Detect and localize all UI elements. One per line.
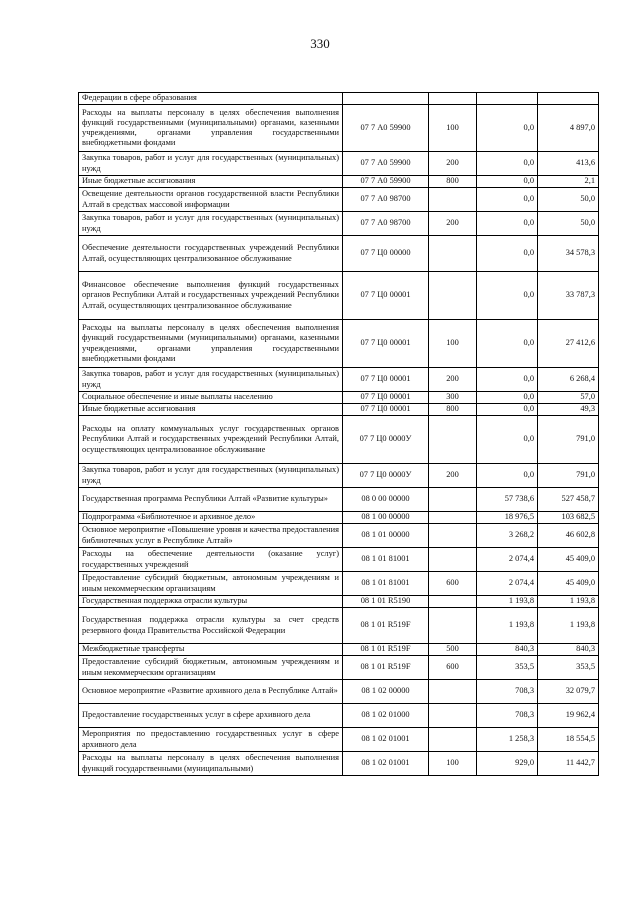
- row-name-cell: Предоставление государственных услуг в сфере архивного дела: [79, 704, 343, 728]
- row-amount-2-cell: 791,0: [538, 416, 599, 464]
- table-row: [79, 176, 599, 188]
- row-amount-1-cell: 353,5: [477, 656, 538, 680]
- row-code-cell: 07 7 Ц0 00001: [343, 392, 429, 404]
- row-code-cell: 07 7 А0 59900: [343, 176, 429, 188]
- row-code-cell: 08 1 01 81001: [343, 572, 429, 596]
- table-row: [79, 488, 599, 512]
- row-amount-2-cell: 50,0: [538, 188, 599, 212]
- row-code-cell: 08 1 00 00000: [343, 512, 429, 524]
- row-amount-1-cell: 0,0: [477, 152, 538, 176]
- row-amount-1-cell: 0,0: [477, 368, 538, 392]
- row-name-cell: Основное мероприятие «Повышение уровня и качества предоставления библиотечных услуг в Республике Алтай»: [79, 524, 343, 548]
- row-code-cell: 07 7 А0 59900: [343, 105, 429, 152]
- row-amount-2-cell: 45 409,0: [538, 548, 599, 572]
- row-code-cell: 07 7 Ц0 00000: [343, 236, 429, 272]
- row-name-cell: Расходы на обеспечение деятельности (оказание услуг) государственных учреждений: [79, 548, 343, 572]
- table-row: [79, 464, 599, 488]
- table-row: [79, 644, 599, 656]
- row-code-cell: 08 1 01 00000: [343, 524, 429, 548]
- row-amount-1-cell: [477, 93, 538, 105]
- row-expense-type-cell: [429, 704, 477, 728]
- row-amount-2-cell: 46 602,8: [538, 524, 599, 548]
- row-amount-1-cell: 0,0: [477, 404, 538, 416]
- row-amount-1-cell: 0,0: [477, 320, 538, 368]
- table-row: [79, 524, 599, 548]
- table-row: [79, 404, 599, 416]
- row-expense-type-cell: [429, 272, 477, 320]
- row-amount-2-cell: 34 578,3: [538, 236, 599, 272]
- row-code-cell: 07 7 Ц0 00001: [343, 404, 429, 416]
- row-code-cell: 08 1 02 01001: [343, 728, 429, 752]
- row-expense-type-cell: 200: [429, 152, 477, 176]
- row-amount-1-cell: 0,0: [477, 272, 538, 320]
- table-row: [79, 572, 599, 596]
- table-row: [79, 236, 599, 272]
- row-expense-type-cell: [429, 236, 477, 272]
- row-name-cell: Закупка товаров, работ и услуг для государственных (муниципальных) нужд: [79, 152, 343, 176]
- row-name-cell: Межбюджетные трансферты: [79, 644, 343, 656]
- table-row: [79, 596, 599, 608]
- row-expense-type-cell: [429, 524, 477, 548]
- row-amount-2-cell: 57,0: [538, 392, 599, 404]
- table-row: [79, 416, 599, 464]
- row-code-cell: 07 7 Ц0 00001: [343, 320, 429, 368]
- row-name-cell: Расходы на выплаты персоналу в целях обеспечения выполнения функций государственными (муниципальными): [79, 752, 343, 776]
- row-name-cell: Расходы на оплату коммунальных услуг государственных органов Республики Алтай и государственных учреждений Республики Алтай, осуществляющих централизованное обслуживание: [79, 416, 343, 464]
- row-code-cell: 07 7 Ц0 00001: [343, 368, 429, 392]
- row-amount-1-cell: 3 268,2: [477, 524, 538, 548]
- table-row: [79, 704, 599, 728]
- row-name-cell: Государственная программа Республики Алтай «Развитие культуры»: [79, 488, 343, 512]
- row-name-cell: Государственная поддержка отрасли культуры: [79, 596, 343, 608]
- row-code-cell: 08 1 01 R5190: [343, 596, 429, 608]
- row-name-cell: Финансовое обеспечение выполнения функций государственных органов Республики Алтай и государственных учреждений Республики Алтай, осуществляющих централизованное обслуживание: [79, 272, 343, 320]
- row-expense-type-cell: [429, 728, 477, 752]
- row-amount-2-cell: [538, 93, 599, 105]
- row-name-cell: Социальное обеспечение и иные выплаты населению: [79, 392, 343, 404]
- table-row: [79, 548, 599, 572]
- row-name-cell: Подпрограмма «Библиотечное и архивное дело»: [79, 512, 343, 524]
- table-row: [79, 272, 599, 320]
- row-code-cell: 08 1 02 00000: [343, 680, 429, 704]
- table-row: [79, 188, 599, 212]
- row-expense-type-cell: [429, 596, 477, 608]
- row-name-cell: Государственная поддержка отрасли культуры за счет средств резервного фонда Правительства Российской Федерации: [79, 608, 343, 644]
- table-row: [79, 728, 599, 752]
- row-amount-2-cell: 11 442,7: [538, 752, 599, 776]
- row-expense-type-cell: 200: [429, 212, 477, 236]
- row-amount-1-cell: 708,3: [477, 680, 538, 704]
- table-row: [79, 152, 599, 176]
- row-amount-2-cell: 33 787,3: [538, 272, 599, 320]
- page-number: 330: [310, 36, 330, 51]
- row-code-cell: 07 7 А0 98700: [343, 212, 429, 236]
- table-row: [79, 368, 599, 392]
- row-code-cell: 07 7 А0 98700: [343, 188, 429, 212]
- row-amount-1-cell: 708,3: [477, 704, 538, 728]
- row-expense-type-cell: [429, 512, 477, 524]
- row-code-cell: 08 1 01 R519F: [343, 644, 429, 656]
- row-amount-2-cell: 527 458,7: [538, 488, 599, 512]
- row-name-cell: Закупка товаров, работ и услуг для государственных (муниципальных) нужд: [79, 212, 343, 236]
- table-row: [79, 512, 599, 524]
- row-amount-1-cell: 1 193,8: [477, 596, 538, 608]
- row-amount-1-cell: 0,0: [477, 176, 538, 188]
- row-code-cell: 07 7 Ц0 0000У: [343, 464, 429, 488]
- row-expense-type-cell: 200: [429, 464, 477, 488]
- row-amount-1-cell: 840,3: [477, 644, 538, 656]
- row-code-cell: 08 1 01 81001: [343, 548, 429, 572]
- row-name-cell: Иные бюджетные ассигнования: [79, 176, 343, 188]
- row-expense-type-cell: [429, 93, 477, 105]
- row-amount-2-cell: 45 409,0: [538, 572, 599, 596]
- row-expense-type-cell: [429, 548, 477, 572]
- row-expense-type-cell: 100: [429, 320, 477, 368]
- row-name-cell: Мероприятия по предоставлению государственных услуг в сфере архивного дела: [79, 728, 343, 752]
- row-amount-2-cell: 50,0: [538, 212, 599, 236]
- table-row: [79, 752, 599, 776]
- row-amount-1-cell: 0,0: [477, 188, 538, 212]
- budget-table: [78, 92, 599, 776]
- table-row: [79, 680, 599, 704]
- row-code-cell: [343, 93, 429, 105]
- row-name-cell: Освещение деятельности органов государственной власти Республики Алтай в средствах массовой информации: [79, 188, 343, 212]
- row-amount-2-cell: 49,3: [538, 404, 599, 416]
- table-row: [79, 93, 599, 105]
- row-amount-2-cell: 791,0: [538, 464, 599, 488]
- row-amount-1-cell: 2 074,4: [477, 548, 538, 572]
- row-name-cell: Предоставление субсидий бюджетным, автономным учреждениям и иным некоммерческим организациям: [79, 656, 343, 680]
- row-name-cell: Обеспечение деятельности государственных учреждений Республики Алтай, осуществляющих централизованное обслуживание: [79, 236, 343, 272]
- table-row: [79, 320, 599, 368]
- row-amount-2-cell: 1 193,8: [538, 596, 599, 608]
- row-amount-1-cell: 18 976,5: [477, 512, 538, 524]
- row-amount-2-cell: 4 897,0: [538, 105, 599, 152]
- row-expense-type-cell: 600: [429, 572, 477, 596]
- row-name-cell: Расходы на выплаты персоналу в целях обеспечения выполнения функций государственными (муниципальными) органами, казенными учреждениями, органами управления государственными внебюджетными фондами: [79, 105, 343, 152]
- row-expense-type-cell: [429, 188, 477, 212]
- row-amount-1-cell: 1 258,3: [477, 728, 538, 752]
- row-code-cell: 08 1 01 R519F: [343, 656, 429, 680]
- row-code-cell: 08 1 02 01001: [343, 752, 429, 776]
- row-amount-1-cell: 929,0: [477, 752, 538, 776]
- row-expense-type-cell: 800: [429, 404, 477, 416]
- table-row: [79, 608, 599, 644]
- row-code-cell: 08 1 01 R519F: [343, 608, 429, 644]
- row-amount-2-cell: 6 268,4: [538, 368, 599, 392]
- row-amount-1-cell: 0,0: [477, 105, 538, 152]
- row-amount-2-cell: 18 554,5: [538, 728, 599, 752]
- row-name-cell: Расходы на выплаты персоналу в целях обеспечения выполнения функций государственными (муниципальными) органами, казенными учреждениями, органами управления государственными внебюджетными фондами: [79, 320, 343, 368]
- row-amount-2-cell: 353,5: [538, 656, 599, 680]
- row-expense-type-cell: 200: [429, 368, 477, 392]
- row-name-cell: Федерации в сфере образования: [79, 93, 343, 105]
- table-row: [79, 656, 599, 680]
- row-amount-2-cell: 32 079,7: [538, 680, 599, 704]
- row-expense-type-cell: 500: [429, 644, 477, 656]
- row-amount-1-cell: 0,0: [477, 464, 538, 488]
- row-code-cell: 08 1 02 01000: [343, 704, 429, 728]
- row-amount-2-cell: 413,6: [538, 152, 599, 176]
- row-expense-type-cell: 300: [429, 392, 477, 404]
- row-code-cell: 08 0 00 00000: [343, 488, 429, 512]
- table-row: [79, 392, 599, 404]
- row-amount-1-cell: 2 074,4: [477, 572, 538, 596]
- table-row: [79, 105, 599, 152]
- row-amount-2-cell: 840,3: [538, 644, 599, 656]
- row-amount-2-cell: 1 193,8: [538, 608, 599, 644]
- row-amount-1-cell: 0,0: [477, 416, 538, 464]
- row-amount-2-cell: 19 962,4: [538, 704, 599, 728]
- row-name-cell: Закупка товаров, работ и услуг для государственных (муниципальных) нужд: [79, 368, 343, 392]
- row-name-cell: Предоставление субсидий бюджетным, автономным учреждениям и иным некоммерческим организациям: [79, 572, 343, 596]
- row-expense-type-cell: 100: [429, 105, 477, 152]
- row-expense-type-cell: [429, 488, 477, 512]
- row-amount-2-cell: 103 682,5: [538, 512, 599, 524]
- table-row: [79, 212, 599, 236]
- row-amount-1-cell: 1 193,8: [477, 608, 538, 644]
- row-code-cell: 07 7 А0 59900: [343, 152, 429, 176]
- row-expense-type-cell: 800: [429, 176, 477, 188]
- row-code-cell: 07 7 Ц0 00001: [343, 272, 429, 320]
- budget-table-body: [79, 93, 599, 776]
- row-amount-1-cell: 0,0: [477, 392, 538, 404]
- row-name-cell: Иные бюджетные ассигнования: [79, 404, 343, 416]
- row-amount-1-cell: 57 738,6: [477, 488, 538, 512]
- row-expense-type-cell: [429, 608, 477, 644]
- row-name-cell: Основное мероприятие «Развитие архивного дела в Республике Алтай»: [79, 680, 343, 704]
- row-amount-2-cell: 27 412,6: [538, 320, 599, 368]
- row-amount-1-cell: 0,0: [477, 212, 538, 236]
- row-amount-2-cell: 2,1: [538, 176, 599, 188]
- row-expense-type-cell: 600: [429, 656, 477, 680]
- row-code-cell: 07 7 Ц0 0000У: [343, 416, 429, 464]
- row-expense-type-cell: [429, 680, 477, 704]
- row-expense-type-cell: 100: [429, 752, 477, 776]
- row-amount-1-cell: 0,0: [477, 236, 538, 272]
- row-expense-type-cell: [429, 416, 477, 464]
- row-name-cell: Закупка товаров, работ и услуг для государственных (муниципальных) нужд: [79, 464, 343, 488]
